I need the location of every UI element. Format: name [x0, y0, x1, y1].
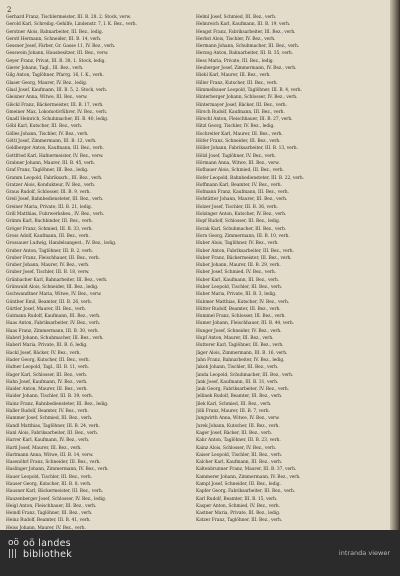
directory-entry: Gilg Anton, Taglöhner, Pfarrg. 16, I. K., verh.: [6, 73, 104, 79]
directory-entry: Huber Leopold, Tischler, III. Bez., verh.: [196, 284, 283, 290]
right-column: [196, 14, 384, 525]
directory-entry: Helml Josef, Schmied, III. Bez., verh.: [196, 15, 277, 20]
directory-entry: Hintermayer Josef, Bäcker, III. Bez., verh.: [196, 102, 287, 108]
directory-entry: Hess Maria, Private, III. Bez., ledig.: [196, 58, 274, 64]
directory-entry: Gratzer Alois, Kondukteur, IV. Bez., verh.: [6, 182, 96, 188]
directory-entry: Hader Georg, Kutscher, III. Bez., verh.: [6, 357, 90, 363]
directory-entry: Gruber Josef, Tischler, III. B. 18, verw.: [6, 270, 90, 276]
directory-entry: Hubmer Matthias, Kutscher, IV. Bez., verh.: [196, 299, 290, 305]
directory-entry: Holzinger Anton, Kutscher, IV. Bez., verh.: [196, 212, 287, 218]
directory-entry: Hafner Leopold, Tagl., III. B. 11, verh.: [6, 365, 90, 371]
left-column: [6, 14, 190, 530]
logo-line-2: bibliothek: [23, 549, 72, 560]
directory-entry: Gröger Franz, Schmied, III. B. 33, verh.: [6, 226, 93, 232]
directory-entry: Haas Anton, Fabriksarbeiter, IV. Bez., verh.: [6, 321, 101, 327]
directory-entry: Kammerer Johann, Zimmermann, IV. Bez., verh.: [196, 474, 301, 480]
directory-entry: Graf Franz, Taglöhner, III. Bez., ledig.: [6, 168, 89, 174]
directory-entry: Goldberger Anton, Kaufmann, III. Bez., verh.: [6, 146, 104, 152]
directory-entry: Hauzenberger Josef, Schlosser, IV. Bez., ledig.: [6, 496, 107, 502]
directory-entry: Herbst Alois, Tischler, IV. Bez., verh.: [196, 36, 276, 42]
directory-entry: Handl Matthias, Taglöhner, III. B. 24, verh.: [6, 423, 100, 429]
directory-entry: Jäger Alois, Zimmermann, III. B. 16, verh.: [196, 350, 288, 356]
directory-entry: Gutmann Rudolf, Kaufmann, III. Bez., verh.: [6, 314, 101, 320]
directory-entry: Holzer Josef, Tischler, III. B. 36, verh.: [196, 204, 278, 210]
directory-entry: Gruber Anton, Taglöhner, III. B. 2, verh.: [6, 248, 94, 254]
directory-entry: Günther Emil, Beamter, III. B. 26, verh.: [6, 299, 92, 305]
directory-entry: Gottfried Karl, Hafnermeister, IV. Bez., verw.: [6, 153, 104, 159]
directory-entry: Huber Johann, Maurer, III. B. 29, verh.: [196, 263, 281, 269]
directory-entry: Kaltenbrunner Franz, Maurer, III. B. 37, verh.: [196, 467, 297, 473]
directory-entry: Janda Leopold, Schuhmacher, III. Bez., verh.: [196, 372, 294, 378]
directory-entry: Kalcher Karl, Kaufmann, III. Bez., verh.: [196, 460, 283, 466]
directory-entry: Göttl Josef, Zimmermann, III. B. 12, verh.: [6, 139, 97, 145]
page-edge-shadow: [390, 0, 400, 530]
directory-entry: Gesswein Johann, Hausbesitzer, III. Bez., verw.: [6, 51, 109, 57]
directory-entry: Hauser Georg, Kutscher, III. B. 8, verh.: [6, 482, 92, 487]
directory-entry: Hackl Josef, Bäcker, IV. Bez., verh.: [6, 350, 81, 356]
directory-entry: Hausner Karl, Bäckermeister, III. Bez., verh.: [6, 489, 103, 495]
directory-entry: Hochreiter Karl, Maurer, III. Bez., verh.: [196, 131, 283, 137]
directory-entry: Hofstätter Johann, Maurer, III. Bez., verh.: [196, 197, 288, 203]
directory-entry: Heuberger Josef, Zimmermann, IV. Bez., verh.: [196, 66, 297, 72]
directory-entry: Göbl Karl, Kutscher, III. Bez., verh.: [6, 124, 83, 130]
directory-entry: Gölles Johann, Tischler, IV. Bez., verh.: [6, 131, 89, 137]
directory-entry: Hinterberger Johann, Schlosser, IV. Bez., verh.: [196, 95, 298, 101]
directory-entry: Kastner Maria, Private, III. Bez., ledig.: [196, 511, 281, 517]
directory-entry: Huber Alois, Taglöhner, IV. Bez., verh.: [196, 241, 279, 247]
directory-entry: Hauer Leopold, Tischler, III. Bez., verh.: [6, 474, 92, 480]
directory-entry: Hirsch Rudolf, Kaufmann, III. Bez., verh.: [196, 109, 285, 115]
directory-entry: Gürtler Josef, Maurer, III. Bez., verh.: [6, 306, 87, 312]
directory-entry: Hasenöhrl Franz, Schneider, III. Bez., verh.: [6, 460, 101, 466]
directory-entry: Gruber Franz, Fleischhauer, III. Bez., verh.: [6, 255, 100, 261]
directory-entry: Karl Rudolf, Beamter, III. B. 15, verh.: [196, 496, 278, 502]
directory-entry: Hummel Franz, Schlosser, III. Bez., verh.: [196, 314, 286, 320]
directory-entry: Herzog Anton, Bahnarbeiter, III. B. 35, verh.: [196, 51, 294, 57]
directory-entry: Huber Franz, Bäckermeister, III. Bez., verh.: [196, 255, 292, 261]
directory-entry: Helmreich Karl, Kaufmann, III. B. 19, verh.: [196, 22, 291, 28]
directory-entry: Hitzl Georg, Tischler, IV. Bez., ledig.: [196, 124, 275, 130]
directory-entry: Grünwald Alois, Schneider, III. Bez., ledig.: [6, 284, 99, 290]
directory-entry: Heindl Franz, Taglöhner, III. Bez., verh.: [6, 511, 93, 517]
directory-entry: Grill Matthias, Fuhrwerksbes., IV. Bez., verh.: [6, 212, 105, 218]
directory-entry: Gross Adolf, Kaufmann, III. Bez., verh.: [6, 233, 90, 239]
directory-entry: Gerold Karl, Schreibg.-Gehilfe, Lindenstr. 7, I. K. Bez., verh.: [6, 22, 137, 28]
directory-entry: Hammer Josef, Schmied, III. Bez., verh.: [6, 416, 93, 422]
viewer-footer: [0, 530, 400, 576]
directory-entry: Kasper Anton, Schmied, IV. Bez., verh.: [196, 503, 280, 509]
directory-entry: Haberl Johann, Schuhmacher, III. Bez., verh.: [6, 336, 104, 342]
directory-entry: Jellinek Rudolf, Beamter, III. Bez., verh.: [196, 394, 283, 400]
directory-entry: Hofbauer Alois, Schmied, III. Bez., verh.: [196, 168, 284, 174]
directory-entry: Heinz Rudolf, Beamter, III. B. 41, verh.: [6, 518, 91, 524]
directory-entry: Huber Maria, Private, III. B. 3, ledig.: [196, 292, 277, 298]
directory-entry: Hartl Josef, Maurer, III. Bez., verh.: [6, 445, 82, 451]
directory-entry: Hütter Rudolf, Beamter, III. Bez., verh.: [196, 306, 281, 312]
directory-entry: Grabner Johann, Maurer, III. B. 45, verh.: [6, 160, 96, 166]
directory-entry: Gnadl Heinrich, Schuhmacher, III. B. 40, ledig.: [6, 117, 109, 123]
directory-entry: Geyer Franz, Privat, III. B. 38, 1. Stock, ledig.: [6, 58, 106, 64]
directory-entry: Haider Johann, Tischler, III. B. 39, verh.: [6, 394, 94, 400]
directory-entry: Hager Karl, Schlosser, III. Bez., verh.: [6, 372, 88, 378]
directory-entry: Graus Rudolf, Schlosser, III. B. 9, verh.: [6, 190, 91, 196]
directory-entry: Höller Johann, Fabriksarbeiter, III. B. 13, verh.: [196, 146, 298, 152]
directory-entry: Kager Josef, Bäcker, III. Bez., verh.: [196, 430, 273, 436]
directory-entry: Kaiser Leopold, Tischler, III. Bez., verh.: [196, 452, 283, 458]
library-logo-icon: oö |||: [8, 538, 20, 559]
directory-entry: Hiebl Karl, Maurer, III. Bez., verh.: [196, 73, 271, 79]
directory-entry: Huber Anton, Fabriksarbeiter, III. Bez., verh.: [196, 248, 294, 254]
directory-entry: Jilek Karl, Schmied, III. Bez., verh.: [196, 401, 272, 407]
directory-entry: Huber Karl, Kaufmann, III. Bez., verh.: [196, 277, 280, 283]
directory-entry: Hofer Leopold, Bahnbediensteter, III. B. 22, verh.: [196, 175, 305, 181]
directory-entry: Hutterer Karl, Taglöhner, III. Bez., verh.: [196, 343, 284, 349]
directory-entry: Glöckl Franz, Bäckermeister, III. B. 17, verh.: [6, 102, 104, 108]
directory-entry: Gessner Josef, Färber, Gr. Gasse 11, IV. Bez., verh.: [6, 44, 116, 50]
directory-entry: Jahn Franz, Bahnarbeiter, IV. Bez., ledig.: [196, 357, 285, 363]
directory-entry: Hörmann Anna, Witwe, III. Bez., verw.: [196, 160, 280, 166]
directory-entry: Haslinger Johann, Zimmermann, IV. Bez., verh.: [6, 467, 109, 473]
directory-entry: Hoffmann Karl, Beamter, IV. Bez., verh.: [196, 182, 282, 188]
logo-line-1: oö landes: [23, 538, 71, 549]
directory-entry: Haller Rudolf, Beamter, IV. Bez., verh.: [6, 409, 89, 415]
directory-entry: Harrer Karl, Kaufmann, IV. Bez., verh.: [6, 438, 90, 444]
directory-entry: Greiner Maria, Private, III. B. 21, ledig.: [6, 204, 92, 210]
directory-entry: Kapfer Georg, Fabriksarbeiter, III. Bez., verh.: [196, 489, 296, 495]
directory-entry: Gruber Johann, Maurer, IV. Bez., verh.: [6, 263, 90, 269]
directory-entry: Heiss Johann, Maurer, IV. Bez., verh.: [6, 525, 86, 530]
library-logo[interactable]: [8, 538, 72, 560]
directory-entry: Jölli Franz, Maurer, III. B. 7, verh.: [196, 409, 270, 415]
directory-entry: Gschwandtner Maria, Witwe, IV. Bez., verw.: [6, 292, 102, 298]
page-number: 2: [7, 6, 12, 14]
directory-entry: Jungwirth Anna, Witwe, IV. Bez., verw.: [196, 416, 280, 422]
directory-entry: Hopf Rudolf, Schlosser, III. Bez., ledig.: [196, 219, 281, 225]
directory-entry: Glasl Josef, Kaufmann, III. B. 5, 2. Stock, verh.: [6, 87, 108, 93]
directory-entry: Hanl Alois, Fabriksarbeiter, III. Bez., verh.: [6, 430, 99, 436]
directory-entry: Greil Josef, Bahnbediensteter, III. Bez., verh.: [6, 197, 104, 203]
directory-entry: Kahr Anton, Taglöhner, III. B. 23, verh.: [196, 438, 281, 444]
directory-entry: Kainz Alois, Schlosser, IV. Bez., verh.: [196, 445, 277, 451]
directory-entry: Hupf Anton, Maurer, III. Bez., verh.: [196, 336, 274, 342]
directory-entry: Hartmann Anna, Witwe, III. B. 14, verw.: [6, 452, 94, 458]
directory-entry: Jurek Johann, Kutscher, III. Bez., verh.: [196, 423, 280, 429]
directory-entry: Heigl Anton, Fleischhauer, III. Bez., verh.: [6, 503, 97, 509]
directory-entry: Hölzl Josef, Taglöhner, IV. Bez., verh.: [196, 153, 276, 159]
directory-entry: Humer Johann, Fleischhauer, III. B. 44, verh.: [196, 321, 295, 327]
directory-entry: Gierer Johann, Tagl., III. Bez., verh.: [6, 66, 84, 72]
directory-entry: Horak Karl, Schuhmacher, III. Bez., verh.: [196, 226, 287, 232]
directory-entry: Jank Josef, Kaufmann, III. B. 31, verh.: [196, 379, 279, 385]
directory-entry: Hahn Josef, Kaufmann, IV. Bez., verh.: [6, 379, 88, 385]
directory-entry: Grossauer Ludwig, Handelsangest., IV. Bez., ledig.: [6, 241, 117, 247]
directory-entry: Glaser Georg, Maurer, IV. Bez., ledig.: [6, 80, 88, 86]
directory-entry: Gerstl Hermann, Schneider, III. B. 14, verh.: [6, 36, 102, 42]
directory-entry: Gramm Leopold, Fabriksarb., III. Bez., verh.: [6, 175, 103, 181]
directory-entry: Hofmann Franz, Kaufmann, III. Bez., verh.: [196, 190, 289, 196]
directory-entry: Hengst Franz, Fabriksarbeiter, III. Bez., verh.: [196, 29, 296, 35]
directory-entry: Haas Franz, Zimmermann, III. B. 30, verh.: [6, 328, 99, 334]
directory-entry: Gerstner Alois, Bahnarbeiter, III. Bez., ledig.: [6, 29, 104, 35]
directory-entry: Haberl Maria, Private, III. B. 6, ledig.: [6, 343, 88, 349]
viewer-label: intranda viewer: [338, 549, 390, 557]
directory-entry: Kampl Josef, Schneider, III. Bez., ledig.: [196, 482, 281, 487]
directory-entry: Hunger Josef, Schneider, IV. Bez., verh.: [196, 328, 282, 334]
directory-entry: Gmeiner Max, Lokomotivführer, IV. Bez., verh.: [6, 109, 108, 115]
directory-entry: Gerhard Franz, Tischlermeister, III. B. 28. 2. Stock, verw.: [6, 15, 131, 20]
directory-entry: Horn Georg, Zimmermann, III. B. 10, verh.: [196, 233, 290, 239]
directory-entry: Grünbacher Karl, Bahnarbeiter, III. Bez., verh.: [6, 277, 108, 283]
directory-entry: Huber Josef, Schmied, IV. Bez., verh.: [196, 270, 276, 276]
directory-entry: Himmelbauer Leopold, Taglöhner, III. B. 4, verh.: [196, 87, 302, 93]
directory-entry: Grimm Karl, Buchbinder, III. Bez., verh.: [6, 219, 93, 225]
directory-entry: Hainz Franz, Bahnbediensteter, III. Bez., ledig.: [6, 401, 109, 407]
directory-entry: Höfer Franz, Schneider, III. Bez., verh.: [196, 139, 281, 145]
directory-entry: Hirschl Anton, Fleischhauer, III. B. 27, verh.: [196, 117, 293, 123]
directory-entry: Haider Anton, Maurer, III. Bez., verh.: [6, 387, 88, 393]
directory-entry: Katzer Franz, Taglöhner, III. Bez., verh.: [196, 518, 283, 524]
directory-entry: Hermann Johann, Schuhmacher, III. Bez., verh.: [196, 44, 300, 50]
directory-entry: Jauk Georg, Fabriksarbeiter, IV. Bez., verh.: [196, 387, 290, 393]
directory-entry: Gleixner Anna, Witwe, III. Bez., verw.: [6, 95, 88, 101]
directory-entry: Jakob Johann, Tischler, III. Bez., verh.: [196, 365, 279, 371]
directory-entry: Hiller Franz, Kutscher, III. Bez., verh.: [196, 80, 278, 86]
